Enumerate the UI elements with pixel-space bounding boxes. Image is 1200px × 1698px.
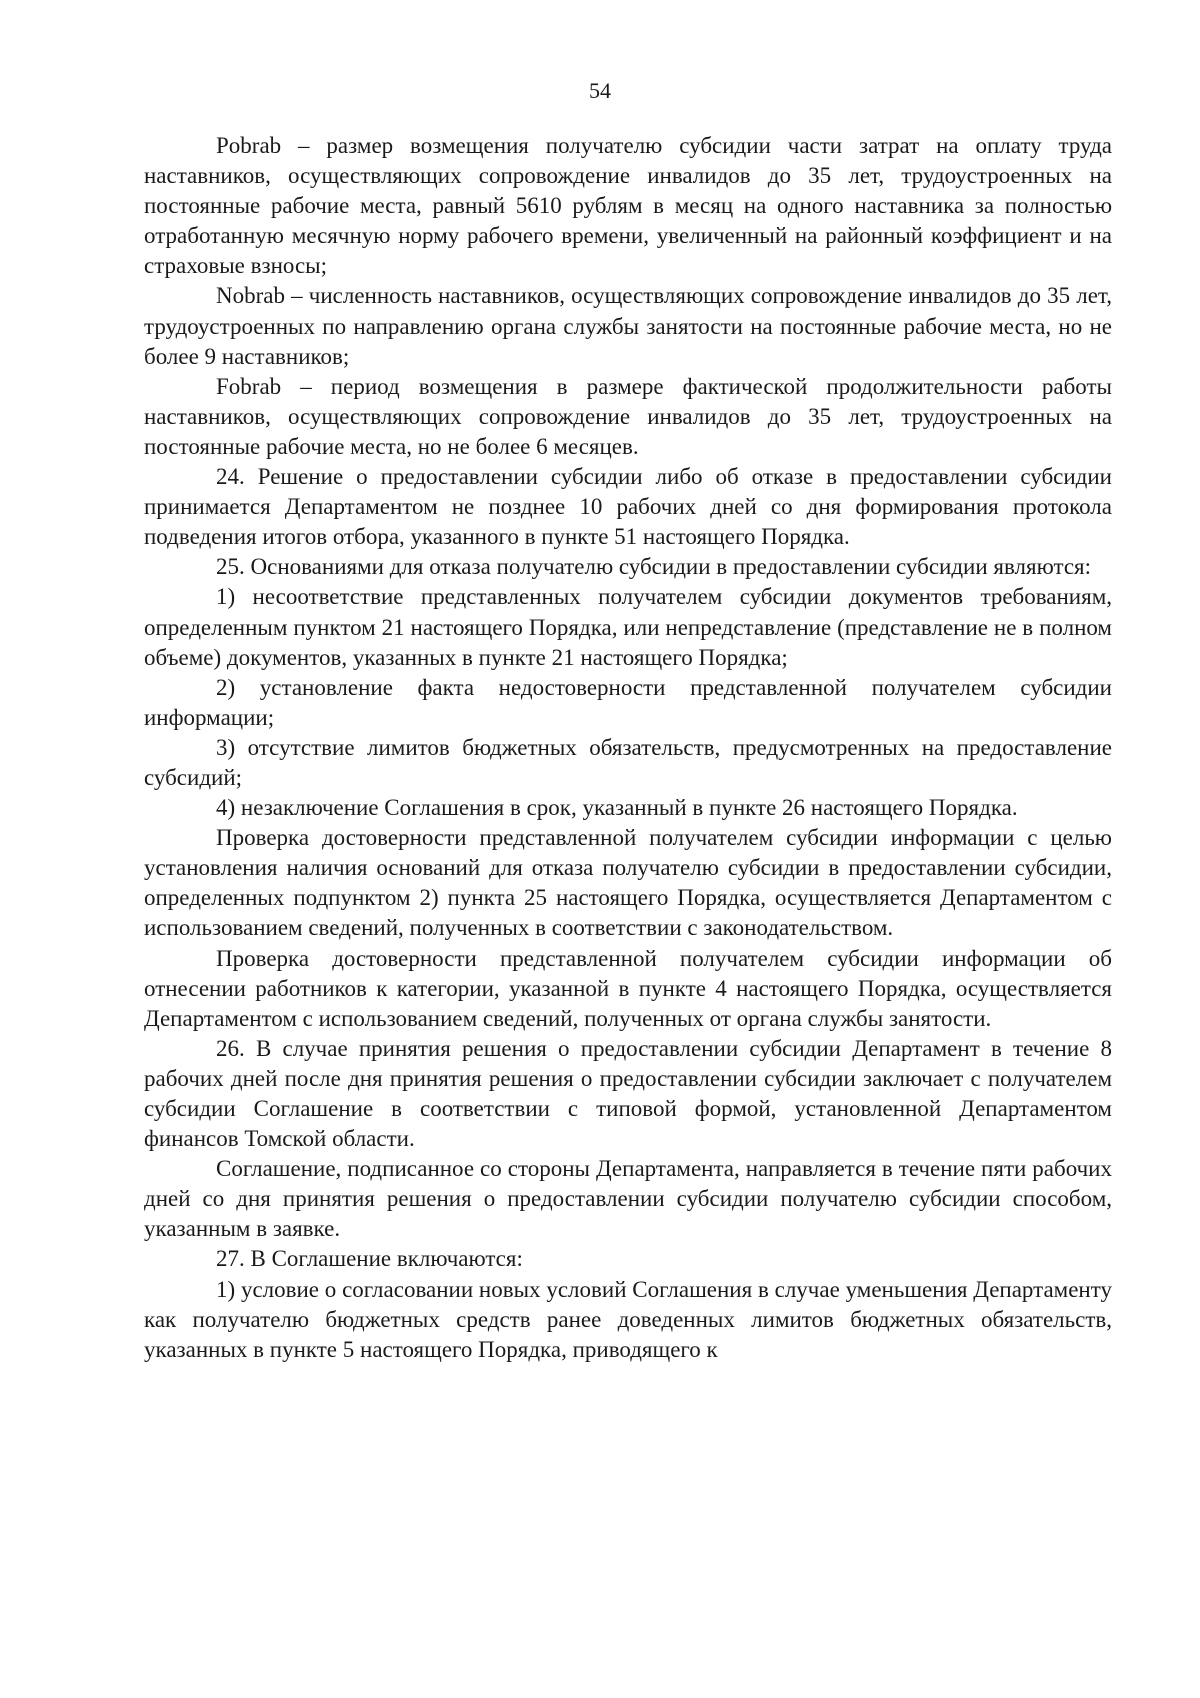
paragraph-item-26: 26. В случае принятия решения о предоставлении субсидии Департамент в течение 8 рабочих дней после дня принятия решения о предоставлении субсидии заключает с получателем субсидии Соглашение в соответствии с типовой формой, установленной Департаментом финансов Томской области. bbox=[144, 1035, 1112, 1152]
paragraph-item-25-2: 2) установление факта недостоверности представленной получателем субсидии информации; bbox=[144, 674, 1112, 730]
paragraph-item-27-1: 1) условие о согласовании новых условий Соглашения в случае уменьшения Департаменту как получателю бюджетных средств ранее доведенных лимитов бюджетных обязательств, указанных в пункте 5 настоящего Порядка, приводящего к bbox=[144, 1276, 1112, 1362]
paragraph-verification-1: Проверка достоверности представленной получателем субсидии информации с целью установления наличия оснований для отказа получателю субсидии в предоставлении субсидии, определенных подпунктом 2) пункта 25 настоящего Порядка, осуществляется Департаментом с использованием сведений, полученных в соответствии с законодательством. bbox=[144, 825, 1112, 941]
page-number: 54 bbox=[589, 78, 611, 103]
paragraph-item-25: 25. Основаниями для отказа получателю субсидии в предоставлении субсидии являются: bbox=[216, 554, 1091, 580]
paragraph-item-25-3: 3) отсутствие лимитов бюджетных обязательств, предусмотренных на предоставление субсидий; bbox=[144, 734, 1112, 790]
paragraph-nobrab: Nobrab – численность наставников, осуществляющих сопровождение инвалидов до 35 лет, трудоустроенных по направлению органа службы занятости на постоянные рабочие места, но не более 9 наставников; bbox=[144, 283, 1112, 369]
paragraph-item-24: 24. Решение о предоставлении субсидии либо об отказе в предоставлении субсидии принимается Департаментом не позднее 10 рабочих дней со дня формирования протокола подведения итогов отбора, указанного в пункте 51 настоящего Порядка. bbox=[144, 464, 1112, 550]
paragraph-agreement: Соглашение, подписанное со стороны Департамента, направляется в течение пяти рабочих дней со дня принятия решения о предоставлении субсидии получателю субсидии способом, указанным в заявке. bbox=[144, 1156, 1112, 1242]
paragraph-item-25-1: 1) несоответствие представленных получателем субсидии документов требованиям, определенным пунктом 21 настоящего Порядка, или непредставление (представление не в полном объеме) документов, указанных в пункте 21 настоящего Порядка; bbox=[144, 584, 1112, 670]
paragraph-item-25-4: 4) незаключение Соглашения в срок, указанный в пункте 26 настоящего Порядка. bbox=[216, 795, 1018, 821]
paragraph-item-27: 27. В Соглашение включаются: bbox=[216, 1246, 523, 1272]
document-body bbox=[144, 131, 1112, 1365]
paragraph-fobrab: Fobrab – период возмещения в размере фактической продолжительности работы наставников, осуществляющих сопровождение инвалидов до 35 лет, трудоустроенных на постоянные рабочие места, но не более 6 месяцев. bbox=[144, 373, 1112, 459]
paragraph-verification-2: Проверка достоверности представленной получателем субсидии информации об отнесении работников к категории, указанной в пункте 4 настоящего Порядка, осуществляется Департаментом с использованием сведений, полученных от органа службы занятости. bbox=[144, 945, 1112, 1031]
paragraph-pobrab: Pobrab – размер возмещения получателю субсидии части затрат на оплату труда наставников, осуществляющих сопровождение инвалидов до 35 лет, трудоустроенных на постоянные рабочие места, равный 5610 рублям в месяц на одного наставника за полностью отработанную месячную норму рабочего времени, увеличенный на районный коэффициент и на страховые взносы; bbox=[144, 133, 1112, 279]
